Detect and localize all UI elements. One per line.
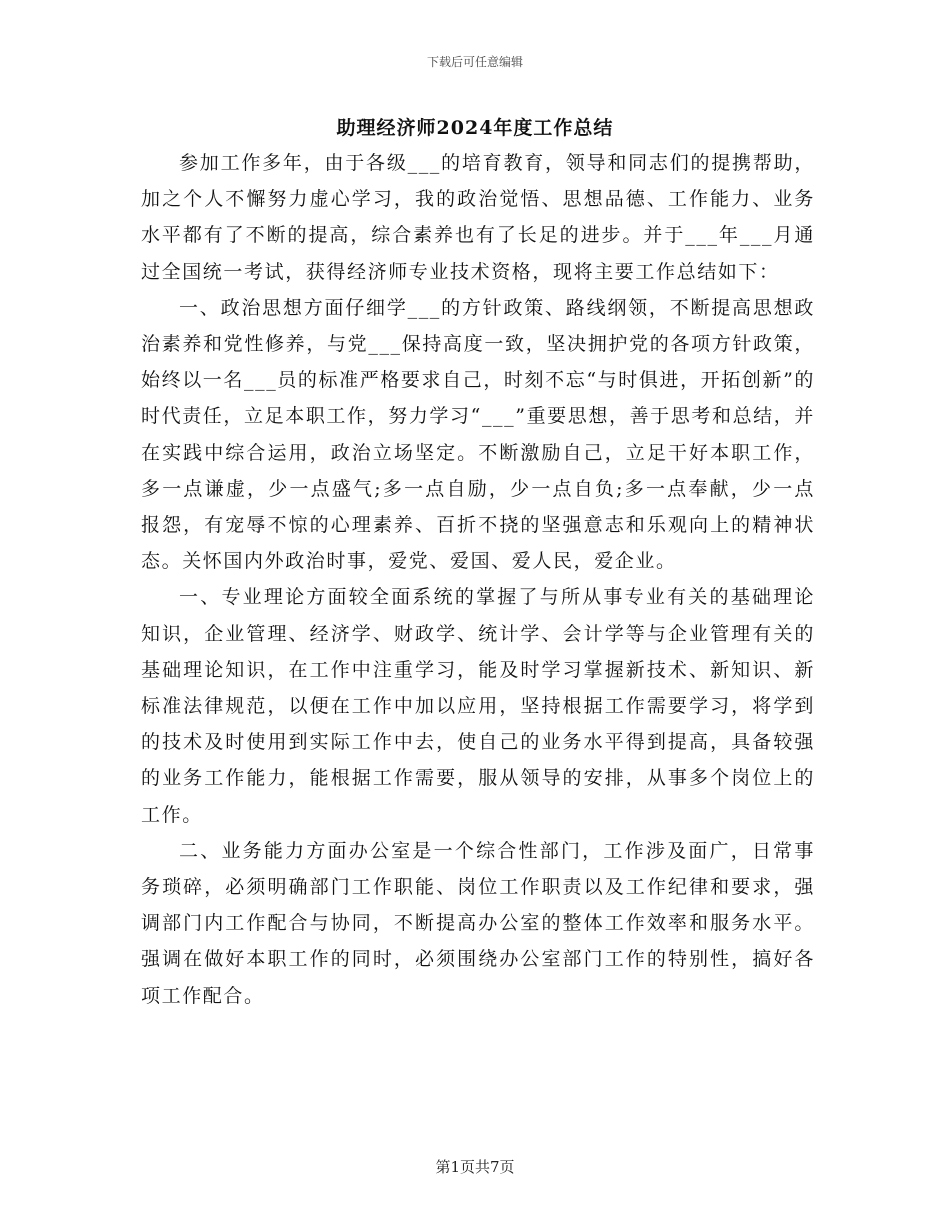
page-header-note: 下载后可任意编辑 (426, 55, 523, 69)
document-title: 助理经济师2024年度工作总结 (336, 117, 614, 139)
paragraph-intro: 参加工作多年，由于各级___的培育教育，领导和同志们的提携帮助，加之个人不懈努力虚心学习，我的政治觉悟、思想品德、工作能力、业务水平都有了不断的提高，综合素养也有了长足的进步。并于___年___月通过全国统一考试，获得经济师专业技术资格，现将主要工作总结如下： (141, 152, 815, 283)
paragraph-political-thought: 一、政治思想方面仔细学___的方针政策、路线纲领，不断提高思想政治素养和党性修养，与党___保持高度一致，坚决拥护党的各项方针政策，始终以一名___员的标准严格要求自己，时刻不忘“与时俱进，开拓创新”的时代责任，立足本职工作，努力学习“___”重要思想，善于思考和总结，并在实践中综合运用，政治立场坚定。不断激励自己，立足干好本职工作，多一点谦虚，少一点盛气;多一点自励，少一点自负;多一点奉献，少一点报怨，有宠辱不惊的心理素养、百折不挠的坚强意志和乐观向上的精神状态。关怀国内外政治时事，爱党、爱国、爱人民，爱企业。 (141, 296, 815, 573)
document-body (141, 145, 815, 1014)
paragraph-business-ability: 二、业务能力方面办公室是一个综合性部门，工作涉及面广，日常事务琐碎，必须明确部门工作职能、岗位工作职责以及工作纪律和要求，强调部门内工作配合与协同，不断提高办公室的整体工作效率和服务水平。强调在做好本职工作的同时，必须围绕办公室部门工作的特别性，搞好各项工作配合。 (141, 839, 815, 1007)
page-number-footer: 第1页共7页 (435, 1158, 515, 1176)
paragraph-professional-theory: 一、专业理论方面较全面系统的掌握了与所从事专业有关的基础理论知识，企业管理、经济学、财政学、统计学、会计学等与企业管理有关的基础理论知识，在工作中注重学习，能及时学习掌握新技术、新知识、新标准法律规范，以便在工作中加以应用，坚持根据工作需要学习，将学到的技术及时使用到实际工作中去，使自己的业务水平得到提高，具备较强的业务工作能力，能根据工作需要，服从领导的安排，从事多个岗位上的工作。 (141, 586, 815, 826)
